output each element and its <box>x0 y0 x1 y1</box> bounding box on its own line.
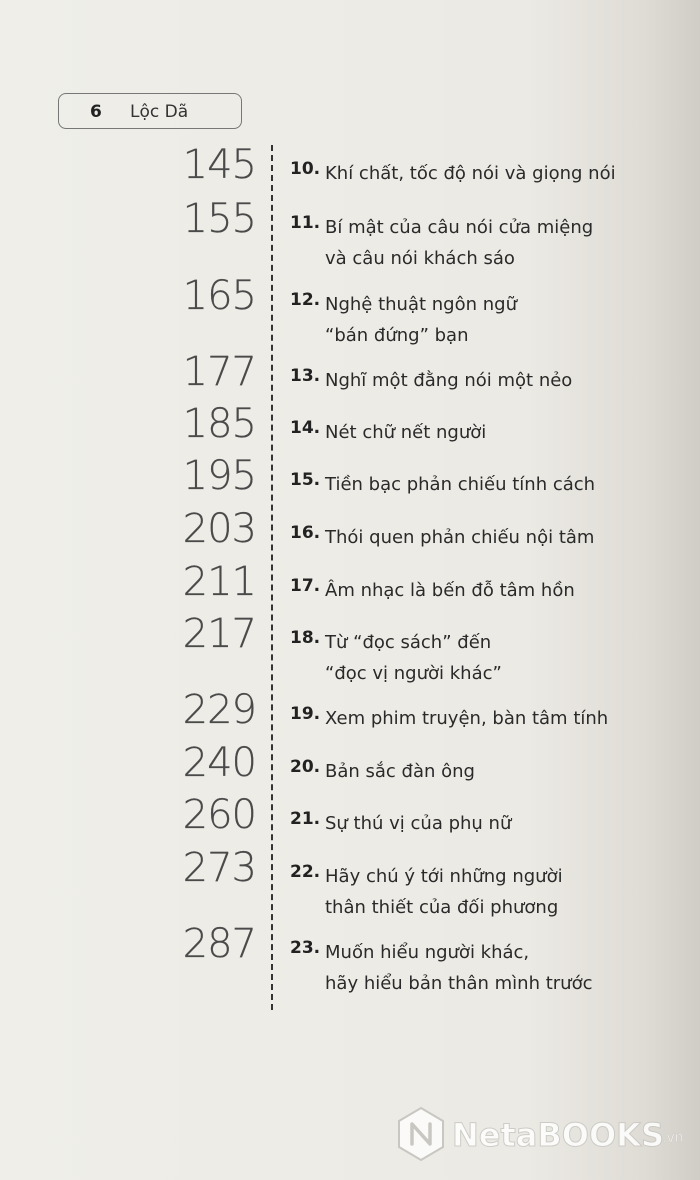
toc-page-number: 217 <box>182 611 256 657</box>
toc-title-line: Khí chất, tốc độ nói và giọng nói <box>325 163 616 184</box>
toc-chapter-number: 10. <box>290 159 321 179</box>
toc-title-line: Bí mật của câu nói cửa miệng <box>325 217 594 238</box>
running-header-page-number: 6 <box>90 102 102 122</box>
toc-page-number: 177 <box>182 349 256 395</box>
running-header-book-title: Lộc Dã <box>130 102 189 122</box>
toc-page-number: 287 <box>182 921 256 967</box>
toc-chapter-title <box>325 469 595 500</box>
netabooks-watermark <box>396 1106 686 1162</box>
toc-title-line: Thói quen phản chiếu nội tâm <box>325 527 595 548</box>
toc-page-number: 165 <box>182 273 256 319</box>
toc-title-line: Sự thú vị của phụ nữ <box>325 813 512 834</box>
toc-chapter-number: 18. <box>290 628 321 648</box>
toc-chapter-title <box>325 703 608 734</box>
toc-chapter-title <box>325 289 517 351</box>
toc-chapter-number: 16. <box>290 523 321 543</box>
toc-page-number: 185 <box>182 401 256 447</box>
toc-chapter-title <box>325 937 593 999</box>
toc-title-line: Âm nhạc là bến đỗ tâm hồn <box>325 580 575 601</box>
toc-title-line: “bán đứng” bạn <box>325 325 469 346</box>
toc-title-line: “đọc vị người khác” <box>325 663 502 684</box>
toc-page-number: 260 <box>182 792 256 838</box>
toc-title-line: Nét chữ nết người <box>325 422 487 443</box>
toc-chapter-number: 13. <box>290 366 321 386</box>
toc-title-line: hãy hiểu bản thân mình trước <box>325 973 593 994</box>
toc-chapter-title <box>325 808 511 839</box>
toc-chapter-number: 22. <box>290 862 321 882</box>
toc-title-line: thân thiết của đối phương <box>325 897 559 918</box>
toc-chapter-title <box>325 417 486 448</box>
toc-page-number: 240 <box>182 740 256 786</box>
toc-chapter-number: 19. <box>290 704 321 724</box>
toc-title-line: Bản sắc đàn ông <box>325 761 475 782</box>
toc-title-line: Nghĩ một đằng nói một nẻo <box>325 370 573 391</box>
toc-chapter-title <box>325 365 572 396</box>
toc-chapter-title <box>325 861 563 923</box>
toc-chapter-number: 12. <box>290 290 321 310</box>
toc-page-number: 155 <box>182 196 256 242</box>
toc-title-line: Tiền bạc phản chiếu tính cách <box>325 474 596 495</box>
toc-title-line: Nghệ thuật ngôn ngữ <box>325 294 517 315</box>
toc-page-number: 195 <box>182 453 256 499</box>
toc-page-number: 273 <box>182 845 256 891</box>
toc-title-line: Hãy chú ý tới những người <box>325 866 563 887</box>
toc-chapter-number: 23. <box>290 938 321 958</box>
toc-title-line: Muốn hiểu người khác, <box>325 942 530 963</box>
toc-page-number: 211 <box>182 559 256 605</box>
toc-dashed-divider <box>271 145 273 1010</box>
toc-chapter-title <box>325 756 475 787</box>
toc-chapter-number: 21. <box>290 809 321 829</box>
toc-chapter-number: 15. <box>290 470 321 490</box>
watermark-domain-suffix: .vn <box>662 1130 684 1146</box>
toc-chapter-number: 14. <box>290 418 321 438</box>
toc-page-number: 203 <box>182 506 256 552</box>
toc-page-number: 229 <box>182 687 256 733</box>
toc-chapter-title <box>325 522 594 553</box>
toc-chapter-number: 20. <box>290 757 321 777</box>
toc-title-line: Từ “đọc sách” đến <box>325 632 492 653</box>
toc-chapter-title <box>325 212 593 274</box>
toc-chapter-number: 11. <box>290 213 321 233</box>
netabooks-logo-icon <box>396 1106 446 1162</box>
toc-title-line: Xem phim truyện, bàn tâm tính <box>325 708 609 729</box>
toc-chapter-title <box>325 575 575 606</box>
watermark-brand: NetaBOOKS <box>452 1116 665 1154</box>
toc-chapter-number: 17. <box>290 576 321 596</box>
toc-chapter-title <box>325 158 616 189</box>
toc-chapter-title <box>325 627 502 689</box>
toc-page-number: 145 <box>182 142 256 188</box>
toc-title-line: và câu nói khách sáo <box>325 248 515 269</box>
